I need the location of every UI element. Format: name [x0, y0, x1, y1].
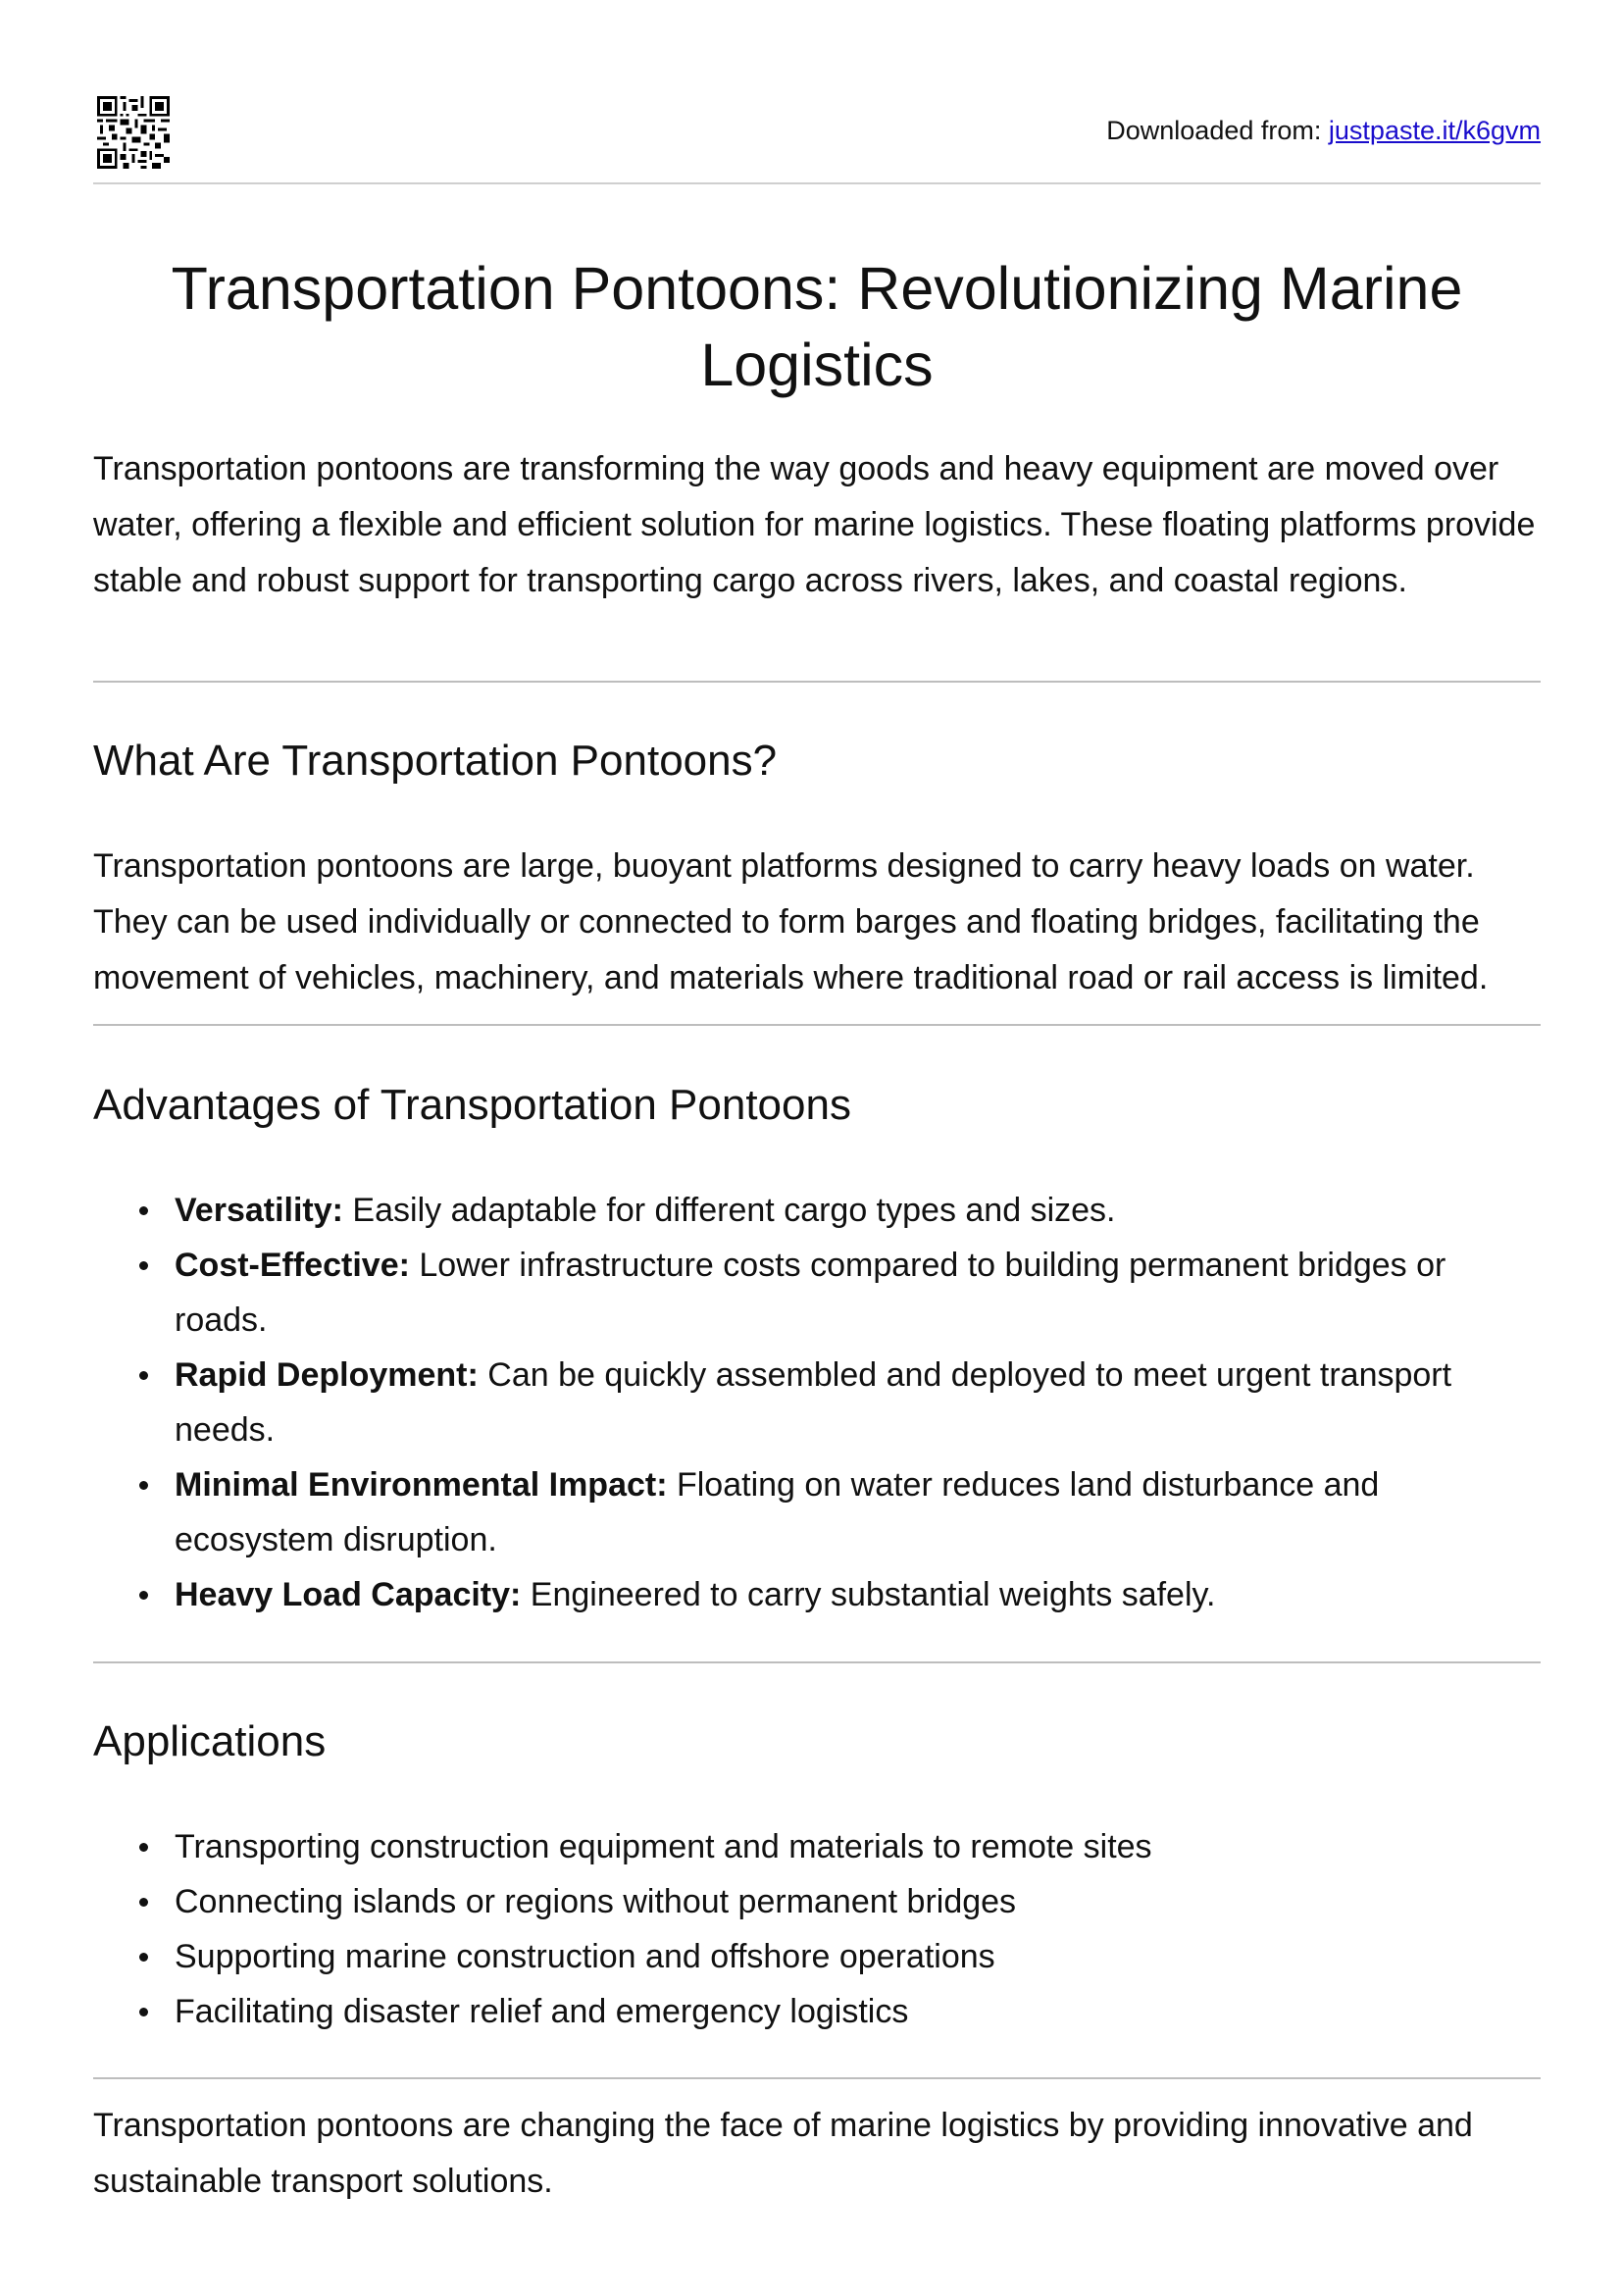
item-text: Floating on water reduces land disturbance and ecosystem disruption.	[175, 1466, 1380, 1558]
what-are-paragraph: Transportation pontoons are large, buoyant platforms designed to carry heavy loads on water. They can be used individually or connected to form barges and floating bridges, facilitating the movement of vehicles, machinery, and materials where traditional road or rail access is limited.	[93, 847, 1489, 996]
list-item	[93, 1183, 1541, 1238]
item-term: Cost-Effective:	[175, 1247, 410, 1284]
heading-advantages: Advantages of Transportation Pontoons	[93, 1081, 851, 1129]
list-item	[93, 1348, 1541, 1457]
item-text: Can be quickly assembled and deployed to meet urgent transport needs.	[175, 1356, 1452, 1449]
list-item	[93, 1238, 1541, 1348]
list-item	[93, 1567, 1541, 1622]
page-header	[93, 0, 1541, 184]
item-text: Easily adaptable for different cargo types and sizes.	[342, 1192, 1116, 1229]
list-item: Facilitating disaster relief and emergency logistics	[93, 1984, 1541, 2039]
item-text: Lower infrastructure costs compared to building permanent bridges or roads.	[175, 1247, 1446, 1339]
item-term: Rapid Deployment:	[175, 1356, 479, 1394]
document-page	[93, 0, 1541, 2200]
divider	[93, 1661, 1541, 1663]
item-term: Heavy Load Capacity:	[175, 1576, 522, 1613]
page-title: Transportation Pontoons: Revolutionizing Marine Logistics	[171, 255, 1463, 398]
download-source	[1106, 116, 1541, 146]
heading-what-are: What Are Transportation Pontoons?	[93, 737, 778, 785]
list-item	[93, 1457, 1541, 1567]
heading-applications: Applications	[93, 1717, 327, 1765]
intro-paragraph: Transportation pontoons are transforming the way goods and heavy equipment are moved over water, offering a flexible and efficient solution for marine logistics. These floating platforms provide stable and robust support for transporting cargo across rivers, lakes, and coastal regions.	[93, 450, 1536, 599]
divider	[93, 681, 1541, 683]
qr-code-icon	[97, 96, 170, 169]
list-item: Supporting marine construction and offshore operations	[93, 1929, 1541, 1984]
downloaded-label: Downloaded from:	[1106, 116, 1322, 145]
conclusion-paragraph: Transportation pontoons are changing the face of marine logistics by providing innovative and sustainable transport solutions.	[93, 2107, 1473, 2200]
applications-list	[93, 1819, 1541, 2039]
source-link[interactable]: justpaste.it/k6gvm	[1328, 116, 1541, 145]
divider	[93, 2077, 1541, 2079]
item-text: Engineered to carry substantial weights safely.	[521, 1576, 1216, 1613]
item-term: Versatility:	[175, 1192, 343, 1229]
list-item: Connecting islands or regions without permanent bridges	[93, 1874, 1541, 1929]
list-item: Transporting construction equipment and materials to remote sites	[93, 1819, 1541, 1874]
divider	[93, 1024, 1541, 1026]
advantages-list	[93, 1183, 1541, 1622]
item-term: Minimal Environmental Impact:	[175, 1466, 668, 1504]
